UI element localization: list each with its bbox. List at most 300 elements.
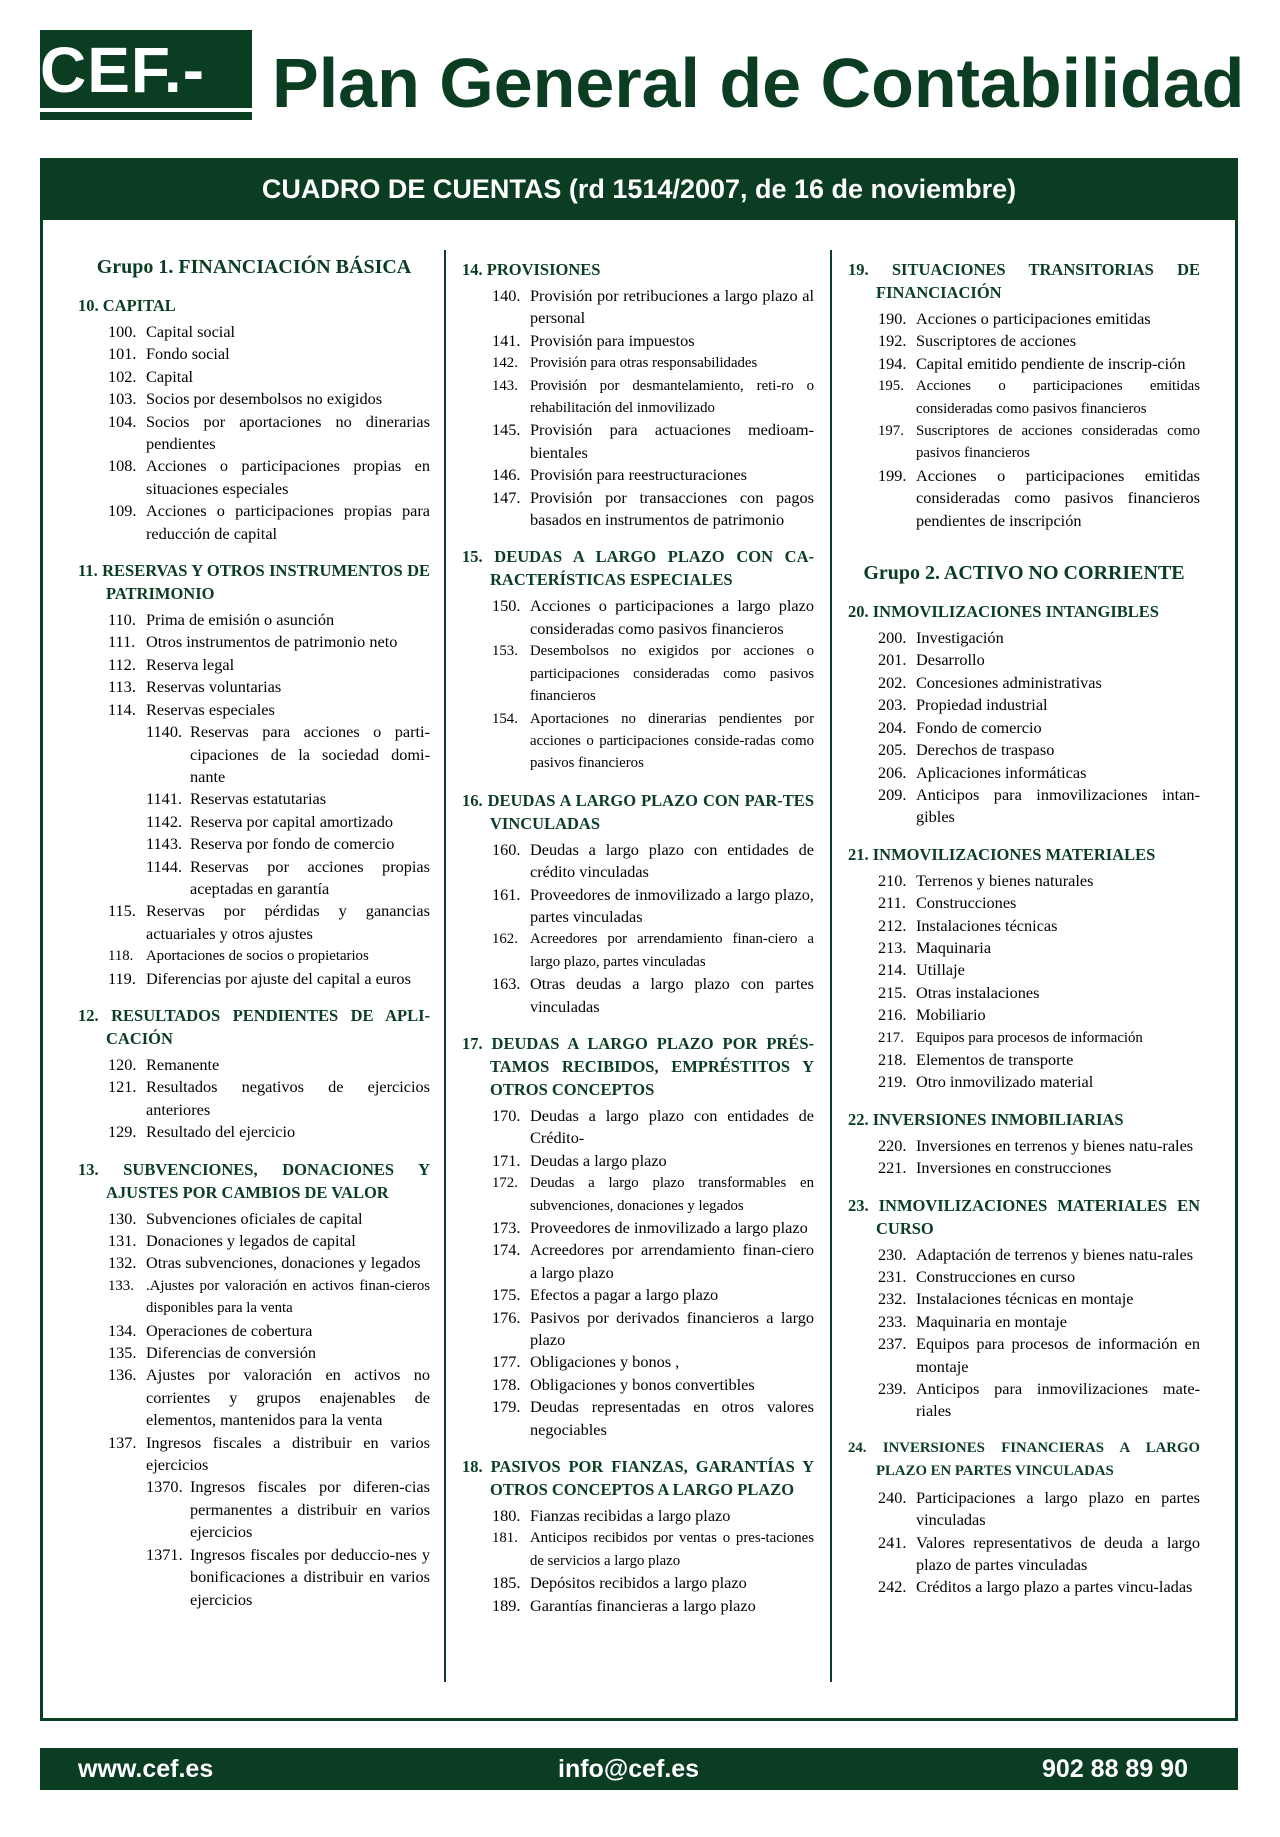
account-row <box>848 717 1200 739</box>
account-number: 231. <box>878 1267 907 1286</box>
account-row <box>78 1076 430 1121</box>
account-subgroup-heading: 16. DEUDAS A LARGO PLAZO CON PAR-TES VINCULADAS <box>462 790 814 833</box>
account-row <box>848 739 1200 761</box>
account-row <box>78 1432 430 1477</box>
account-row <box>78 500 430 545</box>
account-row <box>78 1342 430 1364</box>
account-row <box>462 330 814 352</box>
account-number: 212. <box>878 915 907 935</box>
account-title: Fondo de comercio <box>916 717 1042 737</box>
account-row <box>462 1150 814 1172</box>
account-number: 163. <box>492 974 521 994</box>
account-number: 104. <box>108 411 137 431</box>
account-number: 215. <box>878 982 907 1002</box>
account-title: Construcciones en curso <box>916 1267 1076 1286</box>
account-row <box>848 1244 1200 1266</box>
account-number: 100. <box>108 322 137 341</box>
account-title: Depósitos recibidos a largo plazo <box>530 1573 747 1593</box>
account-row <box>848 959 1200 981</box>
account-number: 133. <box>108 1277 134 1294</box>
account-number: 110. <box>108 610 136 630</box>
account-title: Investigación <box>916 628 1004 648</box>
account-title: Reserva legal <box>146 654 235 674</box>
footer-bar <box>40 1748 1238 1790</box>
account-row <box>848 937 1200 959</box>
account-row <box>78 455 430 500</box>
phone-number: 902 88 89 90 <box>1042 1755 1188 1783</box>
account-row <box>848 1311 1200 1333</box>
group-heading: Grupo 2. ACTIVO NO CORRIENTE <box>863 562 1185 585</box>
account-number: 219. <box>878 1072 907 1092</box>
account-number: 206. <box>878 762 907 782</box>
account-title: Provisión por retribuciones a largo plazo al personal <box>530 286 814 328</box>
website-link[interactable]: www.cef.es <box>78 1755 214 1783</box>
account-title: Reservas para acciones o parti-cipaciones de la sociedad domi-nante <box>190 722 430 786</box>
account-number: 153. <box>492 643 518 660</box>
account-title: Terrenos y bienes naturales <box>916 870 1094 890</box>
account-row <box>78 968 430 990</box>
account-row <box>848 330 1200 352</box>
account-number: 154. <box>492 710 518 727</box>
account-number: 220. <box>878 1135 907 1155</box>
account-title: Instalaciones técnicas en montaje <box>916 1289 1134 1309</box>
account-title: Participaciones a largo plazo en partes vinculadas <box>916 1487 1200 1530</box>
account-row <box>78 1252 430 1274</box>
account-title: Ingresos fiscales por diferen-cias permanentes a distribuir en varios ejercicios <box>190 1477 430 1542</box>
account-number: 172. <box>492 1175 518 1192</box>
account-row <box>462 1396 814 1441</box>
account-row <box>848 1135 1200 1157</box>
account-row <box>78 1054 430 1076</box>
account-title: Inversiones en terrenos y bienes natu-rales <box>916 1135 1194 1155</box>
account-title: Valores representativos de deuda a largo plazo de partes vinculadas <box>916 1532 1200 1575</box>
account-title: Deudas a largo plazo transformables en subvenciones, donaciones y legados <box>530 1175 814 1214</box>
account-title: Obligaciones y bonos convertibles <box>530 1374 755 1394</box>
account-number: 217. <box>878 1029 904 1046</box>
account-row <box>462 1374 814 1396</box>
account-row <box>848 1378 1200 1423</box>
account-number: 170. <box>492 1105 521 1125</box>
account-row <box>462 595 814 640</box>
account-row <box>848 627 1200 649</box>
account-title: Anticipos para inmovilizaciones mate-riales <box>916 1379 1200 1421</box>
account-number: 203. <box>878 695 907 715</box>
account-title: Reservas voluntarias <box>146 677 282 697</box>
account-title: Otras deudas a largo plazo con partes vinculadas <box>530 974 814 1016</box>
account-row <box>462 708 814 775</box>
account-number: 1143. <box>146 834 183 854</box>
account-number: 121. <box>108 1077 137 1097</box>
account-number: 178. <box>492 1374 521 1394</box>
account-number: 131. <box>108 1231 137 1250</box>
sub-account-row <box>78 1476 430 1543</box>
account-title: Equipos para procesos de información en montaje <box>916 1334 1200 1376</box>
account-title: Deudas a largo plazo <box>530 1150 667 1170</box>
account-row <box>848 1071 1200 1093</box>
account-number: 1370. <box>146 1477 183 1497</box>
account-number: 132. <box>108 1253 137 1273</box>
account-number: 199. <box>878 465 907 485</box>
account-number: 200. <box>878 628 907 648</box>
account-row <box>462 1351 814 1373</box>
account-title: Construcciones <box>916 893 1017 913</box>
account-title: Acciones o participaciones emitidas consideradas como pasivos financieros pendientes de inscripción <box>916 465 1200 530</box>
account-title: Derechos de traspaso <box>916 740 1055 760</box>
account-title: Utillaje <box>916 960 965 980</box>
account-title: Reservas especiales <box>146 699 275 719</box>
account-title: Provisión para reestructuraciones <box>530 465 748 485</box>
account-number: 174. <box>492 1240 521 1260</box>
account-number: 129. <box>108 1122 137 1142</box>
account-number: 180. <box>492 1506 521 1526</box>
sub-account-row <box>78 811 430 833</box>
account-number: 113. <box>108 677 136 697</box>
account-title: Acreedores por arrendamiento finan-ciero a largo plazo <box>530 1240 814 1282</box>
account-title: Fianzas recibidas a largo plazo <box>530 1506 731 1526</box>
account-number: 143. <box>492 377 518 394</box>
account-row <box>78 609 430 631</box>
account-title: Equipos para procesos de información <box>916 1029 1143 1046</box>
account-number: 242. <box>878 1577 907 1597</box>
account-title: Diferencias de conversión <box>146 1343 316 1363</box>
account-row <box>462 884 814 929</box>
account-title: Capital emitido pendiente de inscrip-ción <box>916 353 1186 373</box>
account-row <box>848 353 1200 375</box>
account-number: 205. <box>878 740 907 760</box>
account-number: 189. <box>492 1595 521 1615</box>
cef-logo <box>40 30 252 120</box>
account-number: 204. <box>878 717 907 737</box>
account-title: Provisión para otras responsabilidades <box>530 355 758 372</box>
account-number: 239. <box>878 1379 907 1399</box>
account-row <box>462 487 814 532</box>
account-number: 140. <box>492 286 521 305</box>
account-number: 179. <box>492 1397 521 1417</box>
account-row <box>462 1572 814 1594</box>
account-title: Ajustes por valoración en activos no corrientes y grupos enajenables de elementos, mantenidos para la venta <box>146 1365 430 1430</box>
account-subgroup-heading: 11. RESERVAS Y OTROS INSTRUMENTOS DE PATRIMONIO <box>78 561 430 604</box>
account-row <box>78 343 430 365</box>
account-title: Acreedores por arrendamiento finan-ciero a largo plazo, partes vinculadas <box>530 931 814 970</box>
account-row <box>848 672 1200 694</box>
account-row <box>462 419 814 464</box>
account-row <box>848 375 1200 420</box>
account-row <box>462 1217 814 1239</box>
account-number: 109. <box>108 501 137 521</box>
account-number: 195. <box>878 378 904 395</box>
account-row <box>462 375 814 420</box>
account-number: 101. <box>108 344 137 364</box>
account-number: 209. <box>878 784 907 804</box>
account-title: Reservas por pérdidas y ganancias actuariales y otros ajustes <box>146 901 430 943</box>
account-number: 173. <box>492 1218 521 1237</box>
account-row <box>78 631 430 653</box>
account-number: 1142. <box>146 811 183 831</box>
account-row <box>848 1576 1200 1598</box>
account-row <box>848 1487 1200 1532</box>
account-number: 176. <box>492 1307 521 1327</box>
account-number: 210. <box>878 870 907 890</box>
account-number: 135. <box>108 1343 137 1363</box>
account-row <box>78 699 430 721</box>
column-divider <box>444 250 446 1682</box>
account-number: 218. <box>878 1049 907 1069</box>
account-row <box>462 1105 814 1150</box>
account-title: Operaciones de cobertura <box>146 1320 313 1340</box>
account-row <box>462 973 814 1018</box>
account-row <box>462 285 814 330</box>
account-row <box>78 388 430 410</box>
account-row <box>78 945 430 967</box>
account-number: 162. <box>492 931 518 948</box>
account-title: Instalaciones técnicas <box>916 915 1058 935</box>
account-number: 146. <box>492 465 521 485</box>
account-title: .Ajustes por valoración en activos finan-cieros disponibles para la venta <box>146 1277 430 1317</box>
account-title: Socios por aportaciones no dinerarias pendientes <box>146 411 430 454</box>
account-title: Créditos a largo plazo a partes vincu-ladas <box>916 1577 1193 1597</box>
account-number: 147. <box>492 487 521 507</box>
account-number: 192. <box>878 331 907 351</box>
account-number: 181. <box>492 1530 518 1547</box>
account-number: 1140. <box>146 722 183 742</box>
account-row <box>78 1208 430 1230</box>
account-number: 111. <box>108 632 136 652</box>
account-number: 130. <box>108 1208 137 1228</box>
account-subgroup-heading: 19. SITUACIONES TRANSITORIAS DE FINANCIACIÓN <box>848 260 1200 302</box>
account-row <box>848 1157 1200 1179</box>
account-number: 120. <box>108 1054 137 1074</box>
account-title: Acciones o participaciones a largo plazo consideradas como pasivos financieros <box>530 596 814 638</box>
account-subgroup-heading: 18. PASIVOS POR FIANZAS, GARANTÍAS Y OTROS CONCEPTOS A LARGO PLAZO <box>462 1457 814 1500</box>
account-subgroup-heading: 20. INMOVILIZACIONES INTANGIBLES <box>848 602 1159 622</box>
account-title: Otras instalaciones <box>916 982 1040 1002</box>
account-title: Donaciones y legados de capital <box>146 1231 356 1250</box>
account-number: 137. <box>108 1432 137 1452</box>
group-heading: Grupo 1. FINANCIACIÓN BÁSICA <box>96 256 412 278</box>
column-3 <box>848 250 1200 1599</box>
account-title: Garantías financieras a largo plazo <box>530 1595 756 1615</box>
account-title: Anticipos recibidos por ventas o pres-taciones de servicios a largo plazo <box>530 1530 814 1569</box>
account-subgroup-heading: 14. PROVISIONES <box>462 260 601 279</box>
account-title: Ingresos fiscales a distribuir en varios ejercicios <box>146 1432 430 1475</box>
account-row <box>462 1307 814 1352</box>
account-title: Provisión por transacciones con pagos basados en instrumentos de patrimonio <box>530 487 814 530</box>
account-number: 1141. <box>146 789 183 809</box>
account-number: 194. <box>878 353 907 373</box>
account-subgroup-heading: 12. RESULTADOS PENDIENTES DE APLI-CACIÓN <box>78 1005 430 1048</box>
account-title: Provisión para impuestos <box>530 330 695 350</box>
account-row <box>848 308 1200 330</box>
account-row <box>848 694 1200 716</box>
account-row <box>462 1284 814 1306</box>
account-number: 136. <box>108 1365 137 1385</box>
account-row <box>78 411 430 456</box>
account-title: Ingresos fiscales por deduccio-nes y bonificaciones a distribuir en varios ejercicios <box>190 1544 430 1609</box>
account-subgroup-heading: 24. INVERSIONES FINANCIERAS A LARGO PLAZO EN PARTES VINCULADAS <box>848 1439 1200 1479</box>
account-title: Resultados negativos de ejercicios anteriores <box>146 1077 430 1119</box>
account-row <box>462 928 814 973</box>
account-row <box>78 366 430 388</box>
account-title: Acciones o participaciones propias para reducción de capital <box>146 501 430 543</box>
account-subgroup-heading: 21. INMOVILIZACIONES MATERIALES <box>848 844 1156 864</box>
account-number: 1371. <box>146 1544 183 1564</box>
account-number: 197. <box>878 423 904 440</box>
account-title: Proveedores de inmovilizado a largo plazo, partes vinculadas <box>530 884 814 926</box>
account-title: Adaptación de terrenos y bienes natu-rales <box>916 1244 1194 1264</box>
account-number: 216. <box>878 1005 907 1025</box>
account-number: 103. <box>108 389 137 409</box>
account-row <box>78 654 430 676</box>
account-number: 114. <box>108 699 136 719</box>
account-row <box>462 1527 814 1572</box>
account-row <box>848 1049 1200 1071</box>
account-title: Reserva por fondo de comercio <box>190 834 395 854</box>
account-number: 115. <box>108 901 136 921</box>
account-number: 175. <box>492 1285 521 1305</box>
account-row <box>848 982 1200 1004</box>
account-title: Anticipos para inmovilizaciones intan-gibles <box>916 784 1200 827</box>
account-number: 214. <box>878 960 907 980</box>
account-subgroup-heading: 15. DEUDAS A LARGO PLAZO CON CA-RACTERÍSTICAS ESPECIALES <box>462 547 814 590</box>
logo-underline <box>40 112 252 120</box>
account-number: 102. <box>108 366 137 386</box>
account-title: Deudas representadas en otros valores negociables <box>530 1397 814 1439</box>
account-row <box>848 1532 1200 1577</box>
account-title: Aportaciones de socios o propietarios <box>146 948 369 965</box>
account-row <box>78 1364 430 1431</box>
account-row <box>78 1320 430 1342</box>
email-link[interactable]: info@cef.es <box>558 1755 700 1783</box>
account-row <box>848 762 1200 784</box>
account-title: Diferencias por ajuste del capital a euros <box>146 968 411 988</box>
account-number: 241. <box>878 1532 907 1552</box>
account-title: Acciones o participaciones emitidas consideradas como pasivos financieros <box>916 378 1200 417</box>
account-title: Provisión para actuaciones medioam-bientales <box>530 420 814 462</box>
account-row <box>848 1266 1200 1288</box>
account-title: Proveedores de inmovilizado a largo plazo <box>530 1218 808 1237</box>
account-title: Reserva por capital amortizado <box>190 811 393 831</box>
account-number: 233. <box>878 1311 907 1331</box>
column-1 <box>78 250 430 1611</box>
account-number: 145. <box>492 420 521 440</box>
account-row <box>78 676 430 698</box>
sub-account-row <box>78 721 430 788</box>
account-row <box>462 640 814 707</box>
account-number: 190. <box>878 309 907 328</box>
account-row <box>848 915 1200 937</box>
page-title: Plan General de Contabilidad <box>272 44 1245 122</box>
account-title: Pasivos por derivados financieros a largo plazo <box>530 1307 814 1350</box>
account-row <box>848 1333 1200 1378</box>
account-row <box>78 321 430 343</box>
account-title: Acciones o participaciones propias en situaciones especiales <box>146 456 430 498</box>
account-number: 141. <box>492 330 521 350</box>
sub-account-row <box>78 856 430 901</box>
account-title: Aportaciones no dinerarias pendientes por acciones o participaciones conside-radas como pasivos financieros <box>530 710 814 772</box>
sub-account-row <box>78 1544 430 1611</box>
account-title: Aplicaciones informáticas <box>916 762 1087 782</box>
account-title: Deudas a largo plazo con entidades de Crédito- <box>530 1105 814 1148</box>
account-number: 211. <box>878 893 906 913</box>
account-title: Inversiones en construcciones <box>916 1158 1112 1178</box>
account-row <box>848 1004 1200 1026</box>
account-title: Capital <box>146 366 194 386</box>
account-title: Reservas estatutarias <box>190 789 327 809</box>
account-title: Suscriptores de acciones consideradas como pasivos financieros <box>916 423 1200 462</box>
account-title: Mobiliario <box>916 1005 986 1025</box>
account-number: 232. <box>878 1289 907 1309</box>
account-title: Otro inmovilizado material <box>916 1072 1094 1092</box>
account-row <box>462 1595 814 1617</box>
account-subgroup-heading: 10. CAPITAL <box>78 296 176 315</box>
account-title: Provisión por desmantelamiento, reti-ro o rehabilitación del inmovilizado <box>530 377 814 417</box>
account-number: 237. <box>878 1334 907 1354</box>
account-title: Capital social <box>146 322 236 341</box>
account-number: 171. <box>492 1150 521 1170</box>
account-row <box>462 839 814 884</box>
account-number: 118. <box>108 948 134 965</box>
account-number: 240. <box>878 1487 907 1507</box>
account-number: 119. <box>108 968 136 988</box>
account-row <box>462 1505 814 1527</box>
account-title: Otras subvenciones, donaciones y legados <box>146 1253 421 1273</box>
account-title: Desarrollo <box>916 650 985 670</box>
account-row <box>848 1027 1200 1049</box>
account-row <box>78 1275 430 1320</box>
account-subgroup-heading: 17. DEUDAS A LARGO PLAZO POR PRÉS-TAMOS RECIBIDOS, EMPRÉSTITOS Y OTROS CONCEPTOS <box>462 1033 814 1099</box>
account-row <box>78 1121 430 1143</box>
account-row <box>78 900 430 945</box>
account-row <box>78 1230 430 1252</box>
account-number: 142. <box>492 355 518 372</box>
account-title: Desembolsos no exigidos por acciones o participaciones consideradas como pasivos financieros <box>530 643 814 705</box>
account-number: 201. <box>878 650 907 670</box>
account-title: Efectos a pagar a largo plazo <box>530 1285 719 1305</box>
account-number: 112. <box>108 654 136 674</box>
account-subgroup-heading: 23. INMOVILIZACIONES MATERIALES EN CURSO <box>848 1195 1200 1238</box>
account-number: 134. <box>108 1320 137 1340</box>
account-number: 150. <box>492 596 521 616</box>
account-row <box>462 352 814 374</box>
account-row <box>848 784 1200 829</box>
account-number: 160. <box>492 839 521 859</box>
account-title: Obligaciones y bonos , <box>530 1352 680 1372</box>
account-number: 221. <box>878 1158 907 1178</box>
account-subgroup-heading: 22. INVERSIONES INMOBILIARIAS <box>848 1109 1124 1129</box>
account-number: 177. <box>492 1352 521 1372</box>
account-row <box>848 420 1200 465</box>
account-number: 213. <box>878 937 907 957</box>
account-row <box>848 1288 1200 1310</box>
account-title: Elementos de transporte <box>916 1049 1074 1069</box>
column-2 <box>462 250 814 1617</box>
account-title: Acciones o participaciones emitidas <box>916 309 1151 328</box>
account-title: Socios por desembolsos no exigidos <box>146 389 383 409</box>
account-row <box>848 465 1200 532</box>
account-title: Concesiones administrativas <box>916 672 1102 692</box>
account-row <box>848 892 1200 914</box>
account-number: 161. <box>492 884 521 904</box>
account-row <box>462 464 814 486</box>
frame-heading: CUADRO DE CUENTAS (rd 1514/2007, de 16 de noviembre) <box>40 158 1238 220</box>
account-title: Maquinaria en montaje <box>916 1311 1067 1331</box>
account-subgroup-heading: 13. SUBVENCIONES, DONACIONES Y AJUSTES POR CAMBIOS DE VALOR <box>78 1159 430 1202</box>
account-title: Reservas por acciones propias aceptadas en garantía <box>190 856 430 898</box>
account-number: 108. <box>108 456 137 476</box>
account-number: 230. <box>878 1244 907 1264</box>
account-title: Resultado del ejercicio <box>146 1122 296 1142</box>
account-row <box>848 870 1200 892</box>
